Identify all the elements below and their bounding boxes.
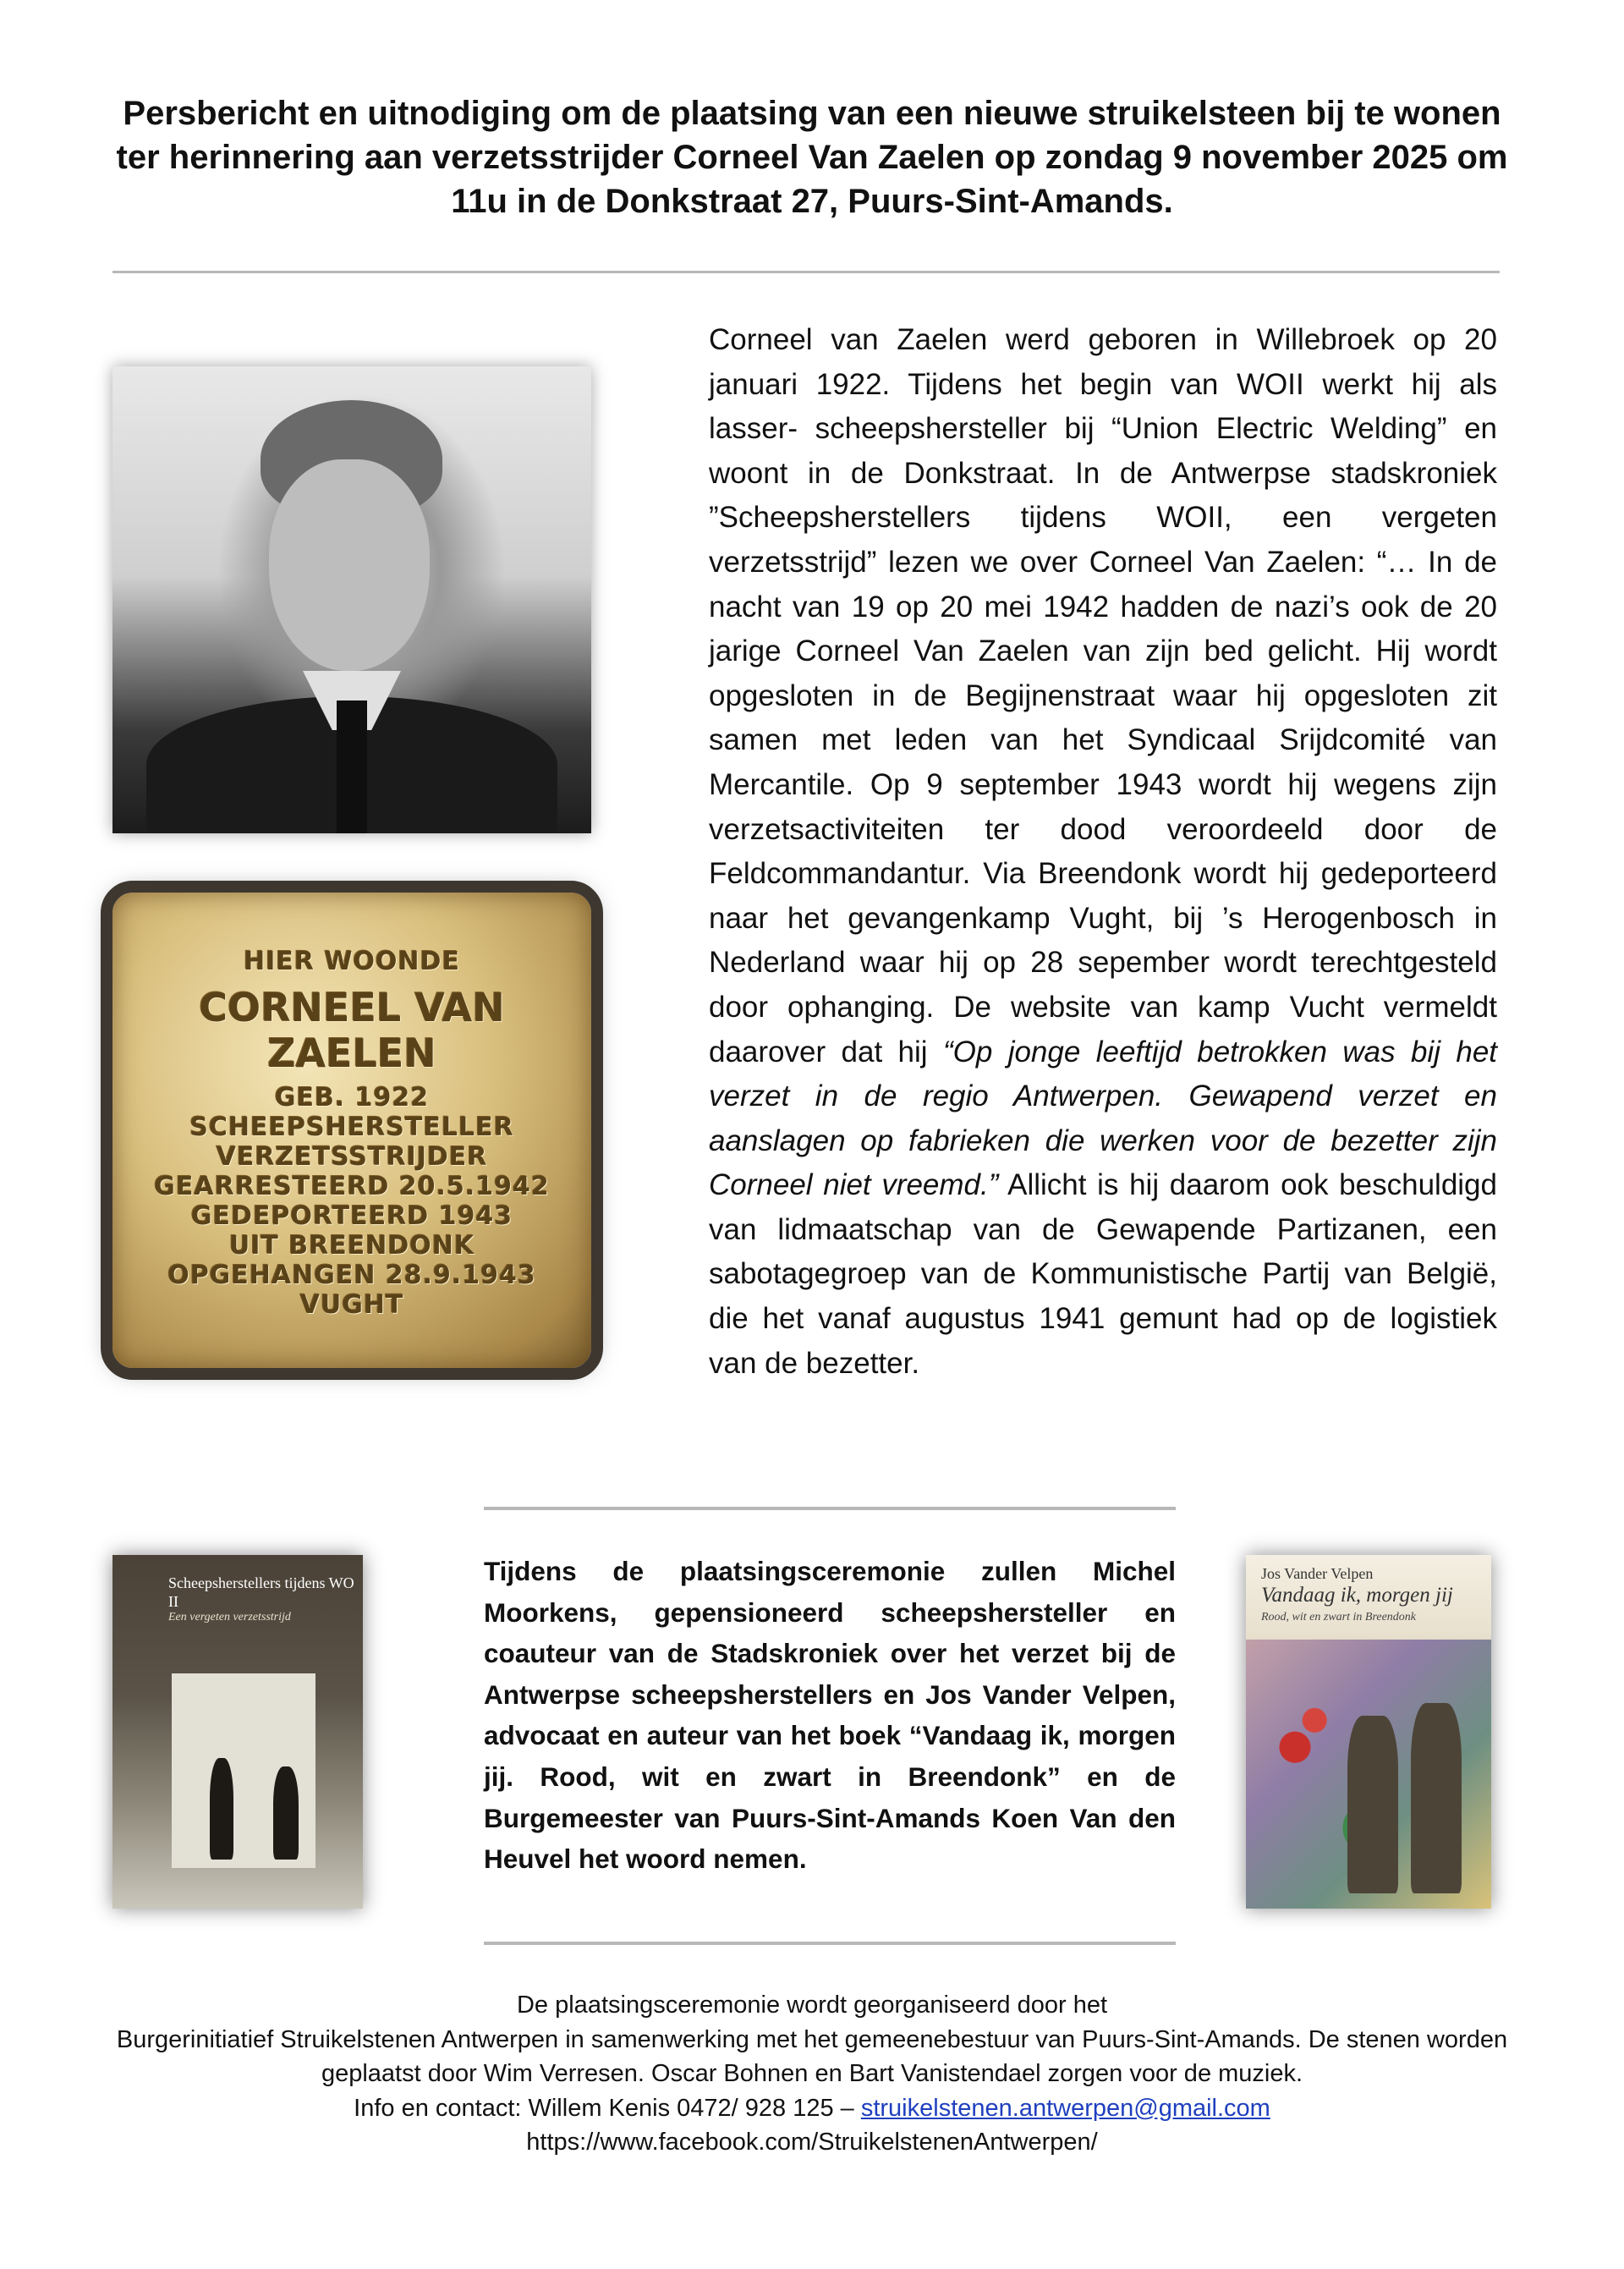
footer [85,1988,1539,2160]
footer-organizers: Burgerinitiatief Struikelstenen Antwerpen in samenwerking met het gemeenebestuur van Puurs-Sint-Amands. De stenen worden geplaatst door Wim Verresen. Oscar Bohnen en Bart Vanistendael zorgen voor de muziek. [116,2025,1508,2087]
biography-outro: Allicht is hij daarom ook beschuldigd van lidmaatschap van de Gewapende Partizanen, een sabotagegroep van de Kommunistische Partij van België, die het vanaf augustus 1941 gemunt had op de logistiek van de bezetter. [709,1168,1497,1380]
stolperstein-image [112,893,591,1368]
stone-line: CORNEEL VAN ZAELEN [199,985,505,1076]
book-subtitle: Een vergeten verzetsstrijd [168,1611,291,1623]
book-author: Jos Vander Velpen [1261,1565,1374,1582]
stone-line: VUGHT [299,1290,404,1320]
email-link[interactable]: struikelstenen.antwerpen@gmail.com [860,2094,1270,2122]
contact-info: Info en contact: Willem Kenis 0472/ 928 125 – [354,2094,861,2122]
book-subtitle: Rood, wit en zwart in Breendonk [1261,1611,1417,1623]
book-title: Scheepsherstellers tijdens WO II [168,1574,354,1610]
stone-line: SCHEEPSHERSTELLER [189,1113,514,1142]
ceremony-text: Tijdens de plaatsingsceremonie zullen Michel Moorkens, gepensioneerd scheepshersteller en coauteur van de Stadskroniek over het verzet bij de Antwerpse scheepsherstellers en Jos Vander Velpen, advocaat en auteur van het boek “Vandaag ik, morgen jij. Rood, wit en zwart in Breendonk” en de Burgemeester van Puurs-Sint-Amands Koen Van den Heuvel het woord nemen. [484,1556,1176,1875]
footer-divider [484,1942,1176,1945]
stone-line: GEB. 1922 [274,1083,430,1113]
footer-contact [85,2091,1539,2126]
header-divider [112,271,1500,273]
stone-line: HIER WOONDE [244,947,460,976]
facebook-url[interactable]: https://www.facebook.com/StruikelstenenAntwerpen/ [526,2129,1098,2156]
stone-line: GEARRESTEERD 20.5.1942 [154,1172,550,1201]
book-cover-scheepsherstellers [112,1555,363,1909]
book-cover-vandaag-ik [1246,1555,1491,1909]
biography-quote: “Op jonge leeftijd betrokken was bij het verzet in de regio Antwerpen. Gewapend verzet en aanslagen op fabrieken die werken voor de bezetter zijn Corneel niet vreemd.” [709,1035,1498,1202]
stone-line: GEDEPORTEERD 1943 [190,1201,513,1231]
press-release-title: Persbericht en uitnodiging om de plaatsing van een nieuwe struikelsteen bij te wonen ter herinnering aan verzetsstrijder Corneel Van Zaelen op zondag 9 november 2025 om 11u in de Donkstraat 27, Puurs-Sint-Amands. [116,95,1508,220]
stone-line: OPGEHANGEN 28.9.1943 [167,1261,536,1290]
stone-line: VERZETSSTRIJDER [216,1142,488,1172]
footer-line: De plaatsingsceremonie wordt georganiseerd door het [516,1992,1108,2019]
stone-line: UIT BREENDONK [228,1231,475,1261]
book-title: Vandaag ik, morgen jij [1261,1584,1453,1607]
biography-intro: Corneel van Zaelen werd geboren in Willebroek op 20 januari 1922. Tijdens het begin van WOII werkt hij als lasser- scheepshersteller bij “Union Electric Welding” en woont in de Donkstraat. In de Antwerpse stadskroniek ”Scheepsherstellers tijdens WOII, een vergeten verzetsstrijd” lezen we over Corneel Van Zaelen: “… In de nacht van 19 op 20 mei 1942 hadden de nazi’s ook de 20 jarige Corneel Van Zaelen van zijn bed gelicht. Hij wordt opgesloten in de Begijnenstraat waar hij opgesloten zit samen met leden van het Syndicaal Srijdcomité van Mercantile. Op 9 september 1943 wordt hij wegens zijn verzetsactiviteiten ter dood veroordeeld door de Feldcommandantur. Via Breendonk wordt hij gedeporteerd naar het gevangenkamp Vught, bij ’s Herogenbosch in Nederland waar hij op 28 sepember wordt terechtgesteld door ophanging. De website van kamp Vucht vermeldt daarover dat hij [709,323,1497,1069]
portrait-photo [112,366,591,833]
section-divider [484,1507,1176,1510]
biography-text [709,318,1497,1386]
